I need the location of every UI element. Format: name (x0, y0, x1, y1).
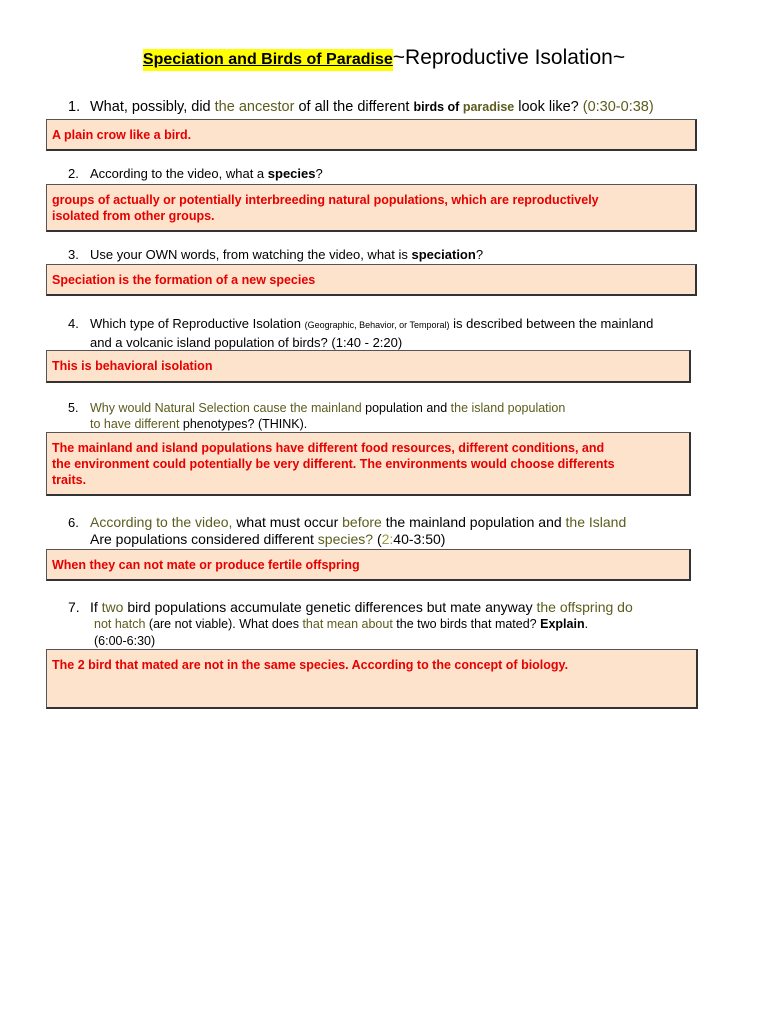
answer-box-4 (46, 350, 691, 383)
question-7: 7. If two bird populations accumulate genetic differences but mate anyway the offspring do not hatch (are not viable). What does that mean about the two birds that mated? Explain. (6:00-6:30) (68, 599, 633, 648)
answer-6: When they can not mate or produce fertile offspring (52, 558, 360, 572)
question-4: 4. Which type of Reproductive Isolation (Geographic, Behavior, or Temporal) is described between the mainland and a volcanic island population of birds? (1:40 - 2:20) (68, 316, 654, 350)
title-highlight: Speciation and Birds of Paradise (143, 49, 393, 71)
answer-box-6 (46, 549, 691, 581)
answer-5-line-3: traits. (52, 473, 87, 487)
answer-2-line-1: groups of actually or potentially interbreeding natural populations, which are reproductively (52, 193, 599, 207)
question-6: 6. According to the video, what must occur before the mainland population and the Island Are populations considered different species? (2:40-3:50) (68, 514, 627, 547)
answer-1: A plain crow like a bird. (52, 128, 192, 142)
answer-box-7 (46, 649, 698, 709)
answer-2-line-2: isolated from other groups. (52, 209, 215, 223)
answer-4: This is behavioral isolation (52, 359, 213, 373)
title-rest: ~Reproductive Isolation~ (392, 46, 626, 69)
question-2: 2. According to the video, what a species? (68, 166, 323, 181)
question-1: 1. What, possibly, did the ancestor of all the different birds of paradise look like? (0:30-0:38) (68, 99, 654, 115)
answer-box-2 (46, 184, 697, 232)
question-3: 3. Use your OWN words, from watching the video, what is speciation? (68, 247, 484, 262)
answer-box-3 (46, 264, 697, 296)
page-title (0, 46, 768, 70)
question-5: 5. Why would Natural Selection cause the mainland population and the island population to have different phenotypes? (THINK). (68, 401, 566, 431)
answer-box-5 (46, 432, 691, 496)
answer-5-line-1: The mainland and island populations have different food resources, different conditions, and (52, 441, 605, 455)
answer-7: The 2 bird that mated are not in the same species. According to the concept of biology. (52, 658, 569, 672)
answer-box-1 (46, 119, 697, 151)
answer-5-line-2: the environment could potentially be very different. The environments would choose differents (52, 457, 615, 471)
answer-3: Speciation is the formation of a new species (52, 273, 316, 287)
